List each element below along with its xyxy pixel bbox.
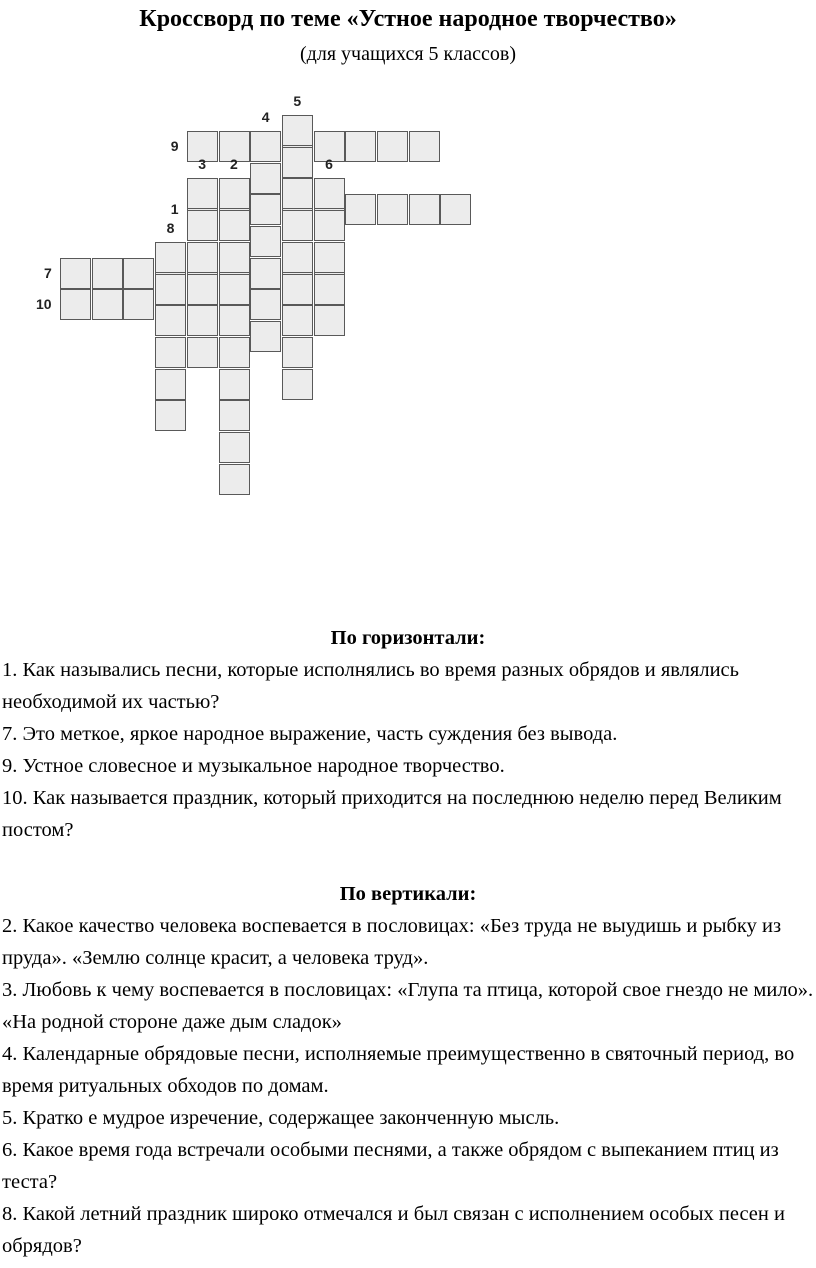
crossword-cell[interactable] <box>282 274 313 305</box>
crossword-cell[interactable] <box>187 337 218 368</box>
crossword-cell[interactable] <box>219 210 250 241</box>
across-clue: 7. Это меткое, яркое народное выражение, часть суждения без вывода. <box>2 723 618 745</box>
crossword-cell[interactable] <box>123 258 154 289</box>
crossword-cell[interactable] <box>345 131 376 162</box>
crossword-cell[interactable] <box>123 289 154 320</box>
crossword-cell[interactable] <box>250 194 281 225</box>
down-clue: 8. Какой летний праздник широко отмечался и был связан с исполнением особых песен и обрядов? <box>2 1203 785 1257</box>
clue-number-label: 7 <box>44 264 52 281</box>
clues-section <box>0 622 816 1262</box>
crossword-cell[interactable] <box>60 289 91 320</box>
crossword-cell[interactable] <box>314 305 345 336</box>
down-clue: 6. Какое время года встречали особыми песнями, а также обрядом с выпеканием птиц из теста? <box>2 1139 779 1193</box>
crossword-cell[interactable] <box>219 242 250 273</box>
crossword-cell[interactable] <box>155 242 186 273</box>
crossword-grid <box>0 0 816 600</box>
crossword-cell[interactable] <box>219 305 250 336</box>
crossword-cell[interactable] <box>155 305 186 336</box>
crossword-cell[interactable] <box>250 321 281 352</box>
page-subtitle: (для учащихся 5 классов) <box>300 43 516 65</box>
crossword-cell[interactable] <box>250 131 281 162</box>
crossword-cell[interactable] <box>155 369 186 400</box>
page-title: Кроссворд по теме «Устное народное творчество» <box>139 6 677 32</box>
crossword-cell[interactable] <box>377 131 408 162</box>
crossword-cell[interactable] <box>187 178 218 209</box>
crossword-cell[interactable] <box>314 242 345 273</box>
crossword-cell[interactable] <box>187 274 218 305</box>
across-clue: 1. Как назывались песни, которые исполнялись во время разных обрядов и являлись необходимой их частью? <box>2 659 739 713</box>
down-clue: 2. Какое качество человека воспевается в пословицах: «Без труда не выудишь и рыбку из пруда». «Землю солнце красит, а человека труд». <box>2 915 782 969</box>
down-clue: 3. Любовь к чему воспевается в пословицах: «Глупа та птица, которой свое гнездо не мило». «На родной стороне даже дым сладок» <box>2 979 814 1033</box>
clue-number-label: 6 <box>325 156 333 173</box>
crossword-cell[interactable] <box>409 131 440 162</box>
down-clue: 4. Календарные обрядовые песни, исполняемые преимущественно в святочный период, во время ритуальных обходов по домам. <box>2 1043 795 1097</box>
crossword-cell[interactable] <box>314 274 345 305</box>
clue-number-label: 3 <box>198 156 207 173</box>
crossword-cell[interactable] <box>155 400 186 431</box>
crossword-cell[interactable] <box>92 258 123 289</box>
crossword-cell[interactable] <box>219 274 250 305</box>
clue-number-label: 9 <box>170 137 179 154</box>
crossword-cell[interactable] <box>219 178 250 209</box>
crossword-cell[interactable] <box>377 194 408 225</box>
crossword-cell[interactable] <box>282 147 313 178</box>
crossword-cell[interactable] <box>219 369 250 400</box>
across-clue: 9. Устное словесное и музыкальное народное творчество. <box>2 755 505 777</box>
crossword-cell[interactable] <box>409 194 440 225</box>
clue-number-label: 1 <box>170 201 179 218</box>
clue-number-label: 10 <box>36 296 52 313</box>
crossword-cell[interactable] <box>187 210 218 241</box>
clue-number-label: 4 <box>261 108 270 125</box>
crossword-cell[interactable] <box>314 178 345 209</box>
down-clue-list <box>0 910 816 1262</box>
across-clue-list <box>0 654 816 846</box>
crossword-cell[interactable] <box>60 258 91 289</box>
crossword-cell[interactable] <box>155 337 186 368</box>
crossword-cell[interactable] <box>250 226 281 257</box>
crossword-cell[interactable] <box>282 369 313 400</box>
clue-number-label: 8 <box>166 219 175 236</box>
crossword-cell[interactable] <box>314 210 345 241</box>
crossword-cell[interactable] <box>282 178 313 209</box>
clue-number-label: 5 <box>293 93 302 109</box>
crossword-cell[interactable] <box>155 274 186 305</box>
crossword-cell[interactable] <box>219 464 250 495</box>
crossword-cell[interactable] <box>219 337 250 368</box>
across-clue: 10. Как называется праздник, который приходится на последнюю неделю перед Великим постом? <box>2 787 782 841</box>
crossword-cell[interactable] <box>282 115 313 146</box>
crossword-cell[interactable] <box>440 194 471 225</box>
crossword-cell[interactable] <box>187 305 218 336</box>
across-heading: По горизонтали: <box>330 627 486 649</box>
down-clue: 5. Кратко е мудрое изречение, содержащее законченную мысль. <box>2 1107 560 1129</box>
crossword-cell[interactable] <box>219 432 250 463</box>
crossword-cell[interactable] <box>92 289 123 320</box>
crossword-cell[interactable] <box>282 337 313 368</box>
crossword-cell[interactable] <box>187 242 218 273</box>
down-heading: По вертикали: <box>339 883 477 905</box>
crossword-cell[interactable] <box>250 163 281 194</box>
crossword-cell[interactable] <box>219 400 250 431</box>
crossword-cell[interactable] <box>282 242 313 273</box>
crossword-cell[interactable] <box>250 289 281 320</box>
clue-number-label: 2 <box>230 156 238 173</box>
crossword-cell[interactable] <box>345 194 376 225</box>
crossword-cell[interactable] <box>250 258 281 289</box>
crossword-cell[interactable] <box>282 210 313 241</box>
crossword-cell[interactable] <box>282 305 313 336</box>
section-spacer <box>0 846 816 878</box>
